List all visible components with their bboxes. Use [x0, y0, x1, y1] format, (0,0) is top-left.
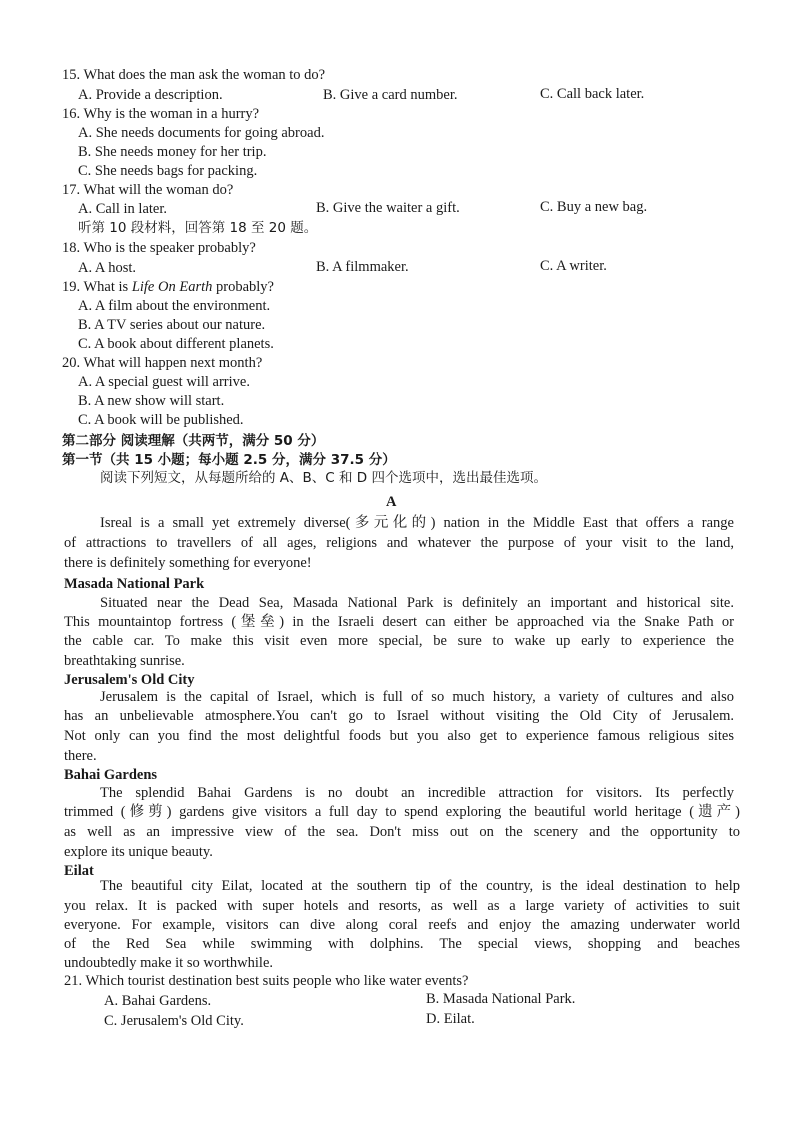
q21-option-b: B. Masada National Park. [426, 991, 576, 1007]
eilat-line: you relax. It is packed with super hotels and resorts, as well as a large variety of activities to suit [64, 898, 740, 914]
q21-option-a: A. Bahai Gardens. [104, 993, 212, 1009]
q17-option-c: C. Buy a new bag. [540, 199, 648, 215]
masada-line: the cable car. To make this visit even more special, be sure to wake up early to experience the [64, 633, 734, 649]
question-19-post: probably? [212, 279, 274, 295]
question-20: 20. What will happen next month? [62, 355, 263, 371]
passage-label: A [386, 494, 397, 510]
section-heading-eilat: Eilat [64, 863, 94, 879]
q16-option-c: C. She needs bags for packing. [78, 163, 258, 179]
intro-line: there is definitely something for everyone! [64, 555, 312, 571]
jerusalem-line: Jerusalem is the capital of Israel, which is full of so much history, a variety of cultures and also [100, 689, 734, 705]
q19-option-c: C. A book about different planets. [78, 336, 274, 352]
q15-option-c: C. Call back later. [540, 86, 645, 102]
section-heading-bahai: Bahai Gardens [64, 767, 158, 783]
q18-option-c: C. A writer. [540, 258, 607, 274]
q15-option-b: B. Give a card number. [323, 87, 458, 103]
question-21: 21. Which tourist destination best suits people who like water events? [64, 973, 469, 989]
intro-line: Isreal is a small yet extremely diverse(多元化的) nation in the Middle East that offers a range [100, 515, 734, 531]
jerusalem-line: there. [64, 748, 97, 764]
question-18: 18. Who is the speaker probably? [62, 240, 256, 256]
q17-option-b: B. Give the waiter a gift. [316, 200, 460, 216]
eilat-line: of the Red Sea while swimming with dolphins. The special views, shopping and beaches [64, 936, 740, 952]
q18-option-b: B. A filmmaker. [316, 259, 409, 275]
section-heading-jerusalem: Jerusalem's Old City [64, 672, 195, 688]
question-15: 15. What does the man ask the woman to do? [62, 67, 326, 83]
eilat-line: undoubtedly make it so worthwhile. [64, 955, 274, 971]
bahai-line: as well as an impressive view of the sea. Don't miss out on the scenery and the opportunity to [64, 824, 740, 840]
masada-line: Situated near the Dead Sea, Masada National Park is definitely an important and historical site. [100, 595, 734, 611]
material-10-instruction: 听第 10 段材料，回答第 18 至 20 题。 [78, 220, 318, 236]
masada-line: This mountaintop fortress (堡垒) in the Israeli desert can either be approached via the Snake Path or [64, 614, 734, 630]
bahai-line: The splendid Bahai Gardens is no doubt an incredible attraction for visitors. Its perfectly [100, 785, 734, 801]
q20-option-a: A. A special guest will arrive. [78, 374, 250, 390]
q16-option-b: B. She needs money for her trip. [78, 144, 267, 160]
q15-option-a: A. Provide a description. [78, 87, 223, 103]
intro-line: of attractions to travellers of all ages, religions and whatever the purpose of your visit to the land, [64, 535, 734, 551]
bahai-line: trimmed (修剪) gardens give visitors a full day to spend exploring the beautiful world heritage (遗产) [64, 804, 740, 820]
q21-option-d: D. Eilat. [426, 1011, 475, 1027]
masada-line: breathtaking sunrise. [64, 653, 185, 669]
q19-option-a: A. A film about the environment. [78, 298, 271, 314]
question-17: 17. What will the woman do? [62, 182, 234, 198]
q21-option-c: C. Jerusalem's Old City. [104, 1013, 244, 1029]
eilat-line: The beautiful city Eilat, located at the southern tip of the country, is the ideal destination to help [100, 878, 740, 894]
jerusalem-line: has an unbelievable atmosphere.You can't go to Israel without visiting the Old City of Jerusalem. [64, 708, 734, 724]
q20-option-b: B. A new show will start. [78, 393, 225, 409]
question-19-title: Life On Earth [131, 279, 213, 295]
section-one-title: 第一节（共 15 小题；每小题 2.5 分，满分 37.5 分） [62, 452, 396, 468]
section-heading-masada: Masada National Park [64, 576, 205, 592]
question-16: 16. Why is the woman in a hurry? [62, 106, 260, 122]
question-19 [62, 278, 274, 296]
eilat-line: everyone. For example, visitors can dive along coral reefs and enjoy the amazing underwater world [64, 917, 740, 933]
question-19-pre: 19. What is [62, 279, 132, 295]
part-two-title: 第二部分 阅读理解（共两节，满分 50 分） [62, 433, 325, 449]
q18-option-a: A. A host. [78, 260, 137, 276]
q20-option-c: C. A book will be published. [78, 412, 244, 428]
q16-option-a: A. She needs documents for going abroad. [78, 125, 325, 141]
q19-option-b: B. A TV series about our nature. [78, 317, 266, 333]
jerusalem-line: Not only can you find the most delightful foods but you also get to experience famous religious sites [64, 728, 734, 744]
bahai-line: explore its unique beauty. [64, 844, 213, 860]
reading-instruction: 阅读下列短文，从每题所给的 A、B、C 和 D 四个选项中，选出最佳选项。 [100, 470, 547, 486]
q17-option-a: A. Call in later. [78, 201, 167, 217]
